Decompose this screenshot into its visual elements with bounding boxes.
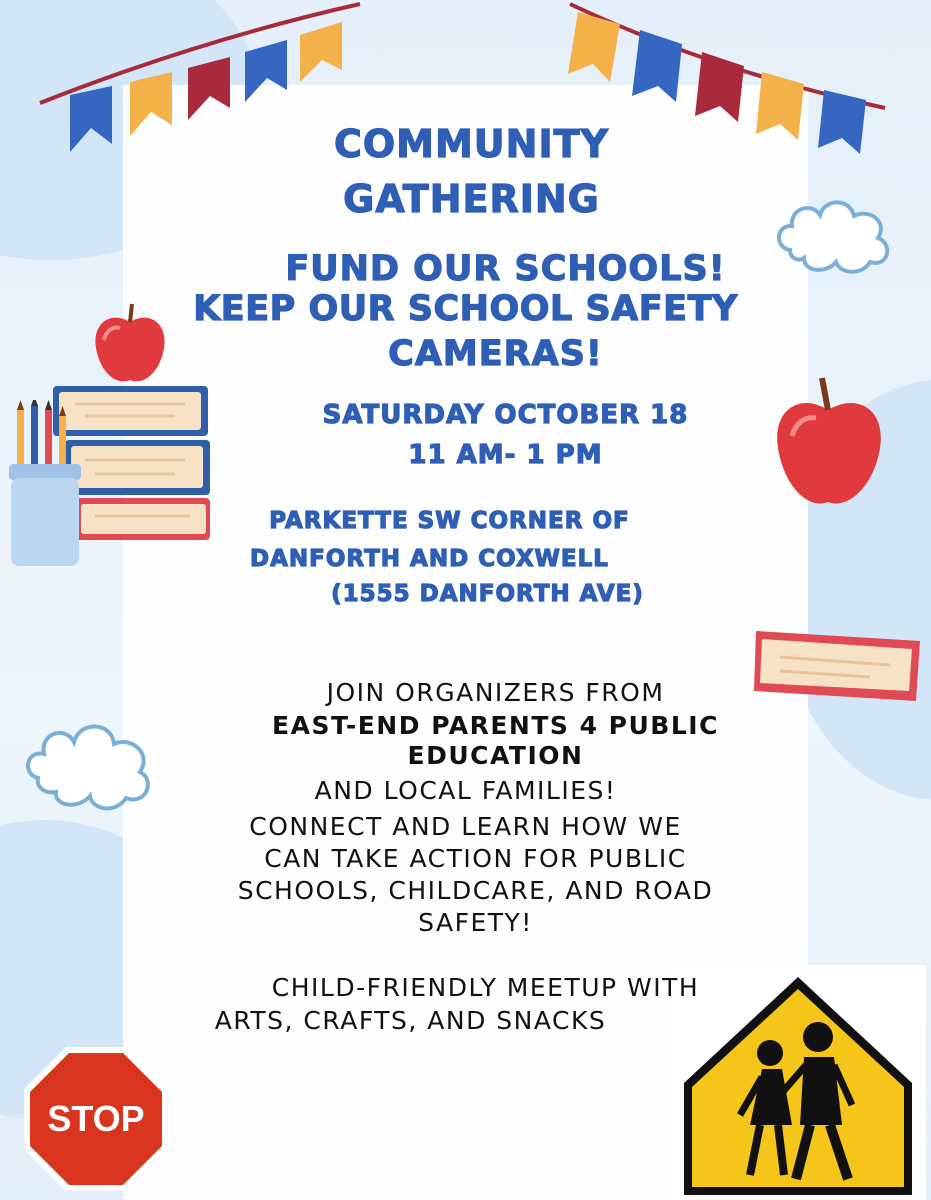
body-line-8: ARTS, CRAFTS, AND SNACKS: [214, 1006, 607, 1035]
event-time: 11 AM- 1 PM: [408, 440, 603, 470]
event-date: SATURDAY OCTOBER 18: [322, 400, 689, 430]
body-line-7: CHILD-FRIENDLY MEETUP WITH: [271, 973, 700, 1002]
body-line-4: CAN TAKE ACTION FOR PUBLIC: [264, 844, 687, 873]
school-crossing-sign-icon: [670, 965, 926, 1200]
title-line-2: GATHERING: [343, 177, 600, 221]
body-line-2: AND LOCAL FAMILIES!: [314, 776, 617, 805]
headline-line-1: FUND OUR SCHOOLS!: [285, 249, 726, 289]
body-line-1: JOIN ORGANIZERS FROM: [326, 678, 665, 707]
organizer-name-line-1: EAST-END PARENTS 4 PUBLIC: [272, 711, 719, 740]
body-line-5: SCHOOLS, CHILDCARE, AND ROAD: [237, 876, 714, 905]
location-line-3: (1555 DANFORTH AVE): [331, 581, 644, 607]
stop-sign-text: STOP: [47, 1098, 145, 1139]
body-line-6: SAFETY!: [418, 908, 533, 937]
stop-sign-icon: [22, 1045, 170, 1193]
location-line-1: PARKETTE SW CORNER OF: [269, 508, 630, 534]
location-line-2: DANFORTH AND COXWELL: [250, 546, 609, 572]
title-line-1: COMMUNITY: [333, 122, 610, 166]
organizer-name-line-2: EDUCATION: [407, 741, 584, 770]
body-line-3: CONNECT AND LEARN HOW WE: [249, 812, 682, 841]
headline-line-2: KEEP OUR SCHOOL SAFETY: [193, 289, 738, 329]
headline-line-3: CAMERAS!: [388, 334, 603, 374]
